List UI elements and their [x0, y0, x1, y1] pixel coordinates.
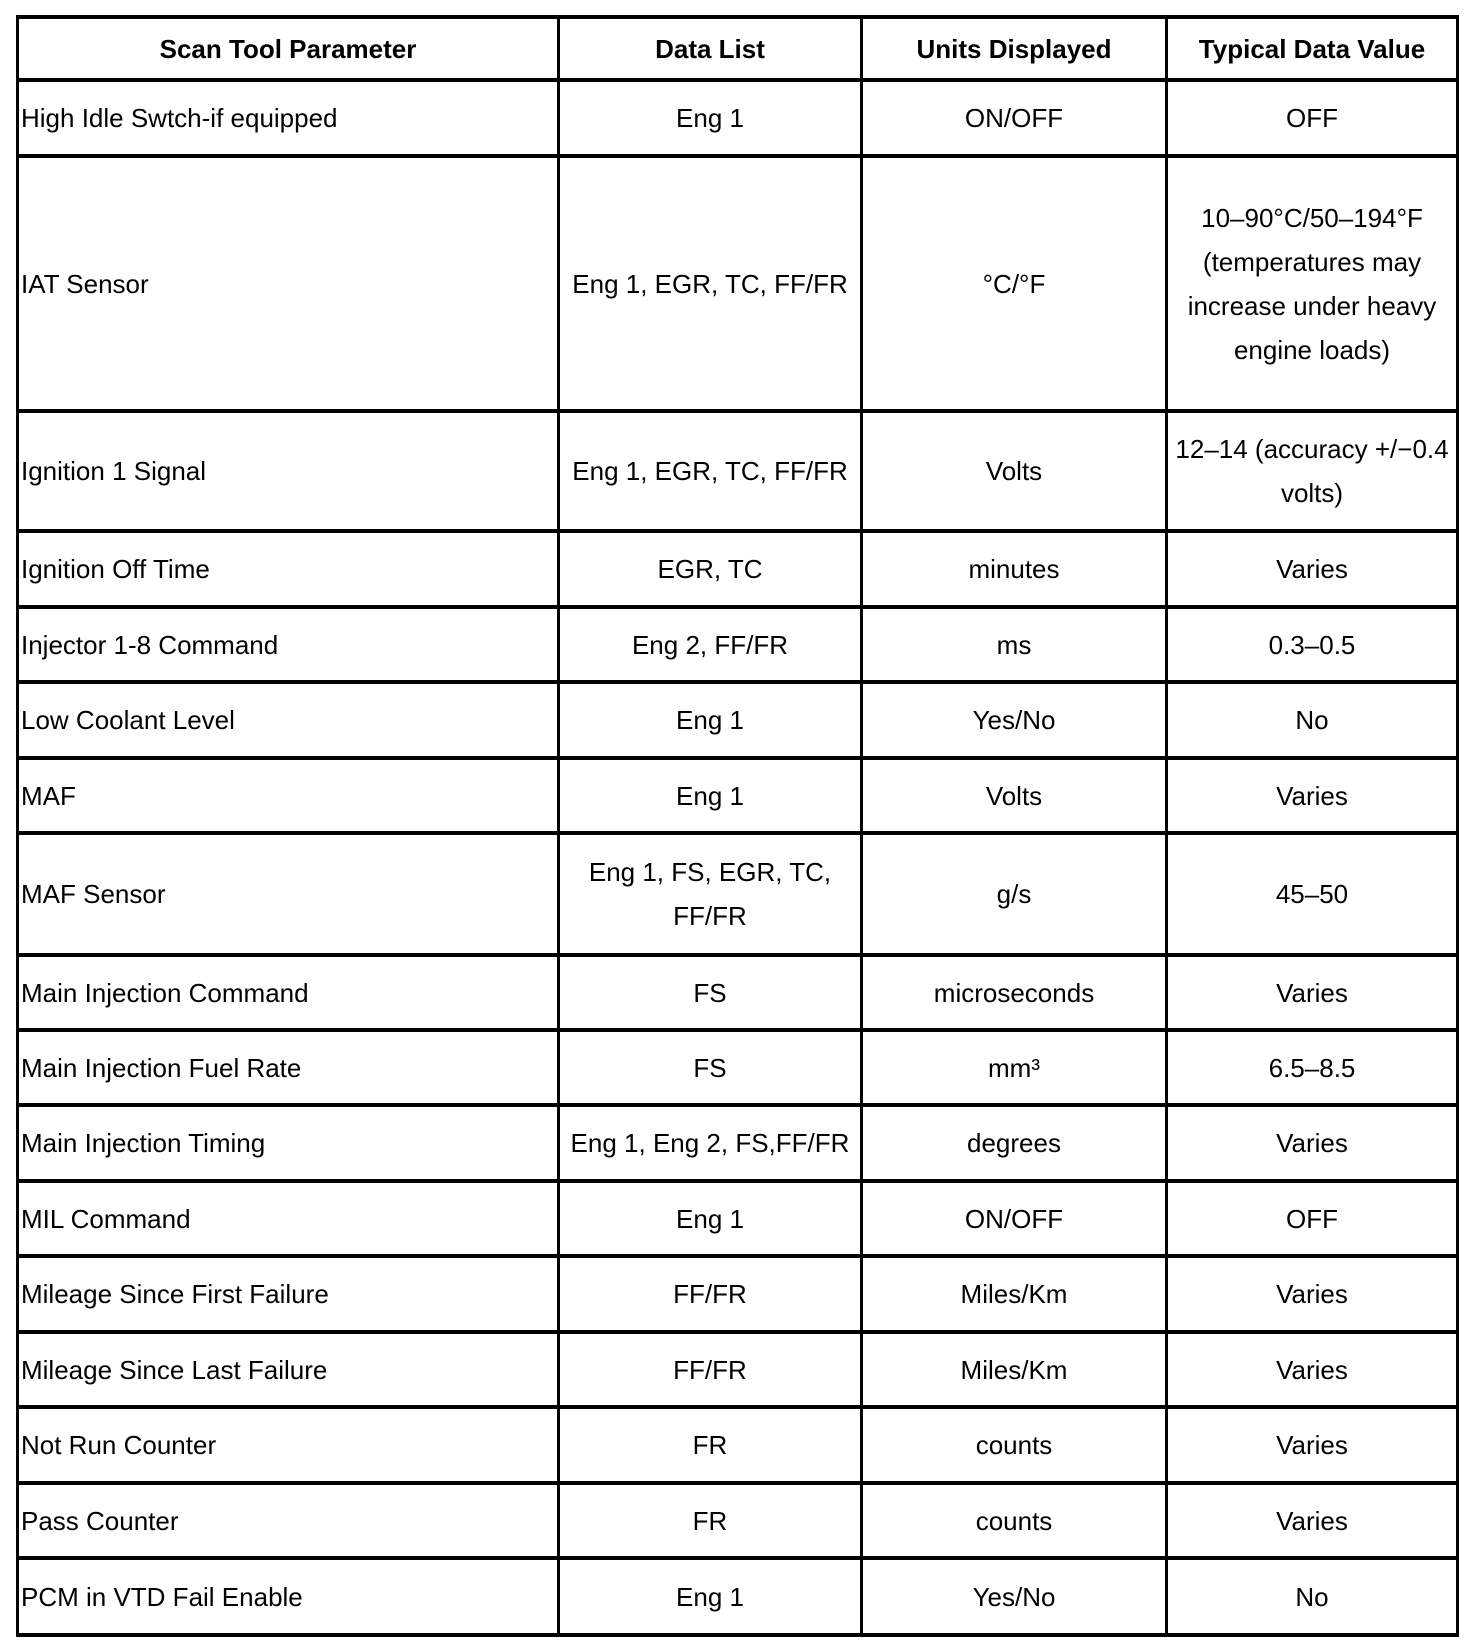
cell-text: Eng 1, Eng 2, FS,FF/FR — [570, 1128, 850, 1158]
cell-text: FR — [692, 1430, 728, 1460]
cell-units — [862, 955, 1167, 1030]
cell-typical — [1167, 607, 1458, 682]
cell-units — [862, 758, 1167, 833]
cell-text: ms — [996, 629, 1032, 660]
cell-text: mm³ — [988, 1052, 1040, 1083]
cell-units — [862, 1181, 1167, 1256]
cell-text: Not Run Counter — [21, 1430, 217, 1460]
table-row — [18, 1256, 1458, 1332]
table-row — [18, 955, 1458, 1030]
cell-text: counts — [975, 1430, 1053, 1460]
cell-data-list — [559, 411, 862, 531]
cell-text: IAT Sensor — [21, 268, 149, 299]
cell-typical — [1167, 1030, 1458, 1105]
cell-typical — [1167, 1181, 1458, 1256]
column-header-data-list: Data List — [559, 17, 862, 80]
cell-text: 0.3–0.5 — [1268, 629, 1356, 660]
table-row — [18, 1105, 1458, 1181]
cell-text: Varies — [1276, 554, 1348, 584]
cell-text: degrees — [967, 1128, 1061, 1158]
cell-units — [862, 80, 1167, 156]
cell-text: Eng 1 — [676, 705, 744, 735]
cell-typical — [1167, 833, 1458, 955]
cell-text: Volts — [985, 456, 1043, 486]
cell-text: Varies — [1276, 1279, 1348, 1309]
table-row — [18, 80, 1458, 156]
table-row — [18, 833, 1458, 955]
cell-parameter — [18, 80, 559, 156]
cell-units — [862, 1407, 1167, 1483]
cell-text: Miles/Km — [960, 1354, 1068, 1385]
cell-text: Main Injection Timing — [21, 1128, 266, 1158]
cell-text: Low Coolant Level — [21, 705, 235, 735]
cell-text: No — [1295, 705, 1329, 735]
header-row — [18, 17, 1458, 80]
cell-text: Eng 1 — [676, 103, 744, 133]
column-header-units: Units Displayed — [862, 17, 1167, 80]
cell-typical — [1167, 955, 1458, 1030]
cell-text: MAF Sensor — [21, 879, 166, 909]
cell-text: 45–50 — [1275, 879, 1349, 909]
cell-text: g/s — [996, 879, 1032, 909]
table-row — [18, 531, 1458, 607]
cell-typical — [1167, 80, 1458, 156]
cell-text: MIL Command — [21, 1203, 191, 1234]
cell-units — [862, 531, 1167, 607]
cell-text: Mileage Since First Failure — [21, 1279, 329, 1309]
cell-text: Ignition 1 Signal — [21, 456, 207, 486]
cell-text: Varies — [1276, 977, 1348, 1008]
cell-text: Eng 1, FS, EGR, TC, FF/FR — [588, 857, 832, 931]
cell-text: counts — [975, 1505, 1053, 1536]
table-row — [18, 1483, 1458, 1558]
table-row — [18, 1558, 1458, 1635]
table-row — [18, 411, 1458, 531]
cell-text: Mileage Since Last Failure — [21, 1354, 328, 1385]
cell-data-list — [559, 156, 862, 411]
cell-data-list — [559, 1483, 862, 1558]
cell-data-list — [559, 1332, 862, 1407]
cell-text: ON/OFF — [964, 1203, 1064, 1234]
cell-parameter — [18, 156, 559, 411]
cell-text: Eng 1 — [676, 1203, 744, 1234]
cell-typical — [1167, 531, 1458, 607]
cell-text: 12–14 (accuracy +/−0.4 volts) — [1175, 434, 1449, 508]
cell-units — [862, 1256, 1167, 1332]
cell-units — [862, 156, 1167, 411]
cell-parameter — [18, 411, 559, 531]
cell-text: Varies — [1276, 1505, 1348, 1536]
cell-text: °C/°F — [982, 268, 1046, 299]
cell-text: Eng 1 — [676, 1581, 744, 1612]
cell-units — [862, 1558, 1167, 1635]
cell-text: Varies — [1276, 1430, 1348, 1460]
cell-data-list — [559, 1558, 862, 1635]
cell-text: 10–90°C/50–194°F (temperatures may increase under heavy engine loads) — [1187, 202, 1437, 365]
cell-parameter — [18, 607, 559, 682]
cell-typical — [1167, 411, 1458, 531]
cell-units — [862, 1483, 1167, 1558]
scan-tool-parameter-table — [16, 15, 1459, 1637]
table-row — [18, 156, 1458, 411]
cell-text: FS — [693, 977, 727, 1008]
cell-text: FS — [693, 1052, 727, 1083]
table-row — [18, 607, 1458, 682]
cell-data-list — [559, 758, 862, 833]
cell-parameter — [18, 1558, 559, 1635]
cell-parameter — [18, 531, 559, 607]
cell-text: ON/OFF — [964, 103, 1064, 133]
cell-data-list — [559, 833, 862, 955]
cell-units — [862, 411, 1167, 531]
cell-text: FR — [692, 1505, 728, 1536]
cell-text: FF/FR — [673, 1279, 747, 1309]
cell-parameter — [18, 758, 559, 833]
cell-text: Eng 1, EGR, TC, FF/FR — [572, 456, 848, 486]
cell-parameter — [18, 833, 559, 955]
column-header-typical-value: Typical Data Value — [1167, 17, 1458, 80]
cell-typical — [1167, 1483, 1458, 1558]
cell-typical — [1167, 1256, 1458, 1332]
cell-data-list — [559, 1181, 862, 1256]
table-row — [18, 1030, 1458, 1105]
cell-parameter — [18, 1407, 559, 1483]
cell-units — [862, 607, 1167, 682]
cell-text: Varies — [1276, 780, 1348, 811]
cell-text: Eng 1, EGR, TC, FF/FR — [572, 268, 848, 299]
cell-parameter — [18, 955, 559, 1030]
cell-text: Miles/Km — [960, 1279, 1068, 1309]
cell-text: Main Injection Fuel Rate — [21, 1052, 302, 1083]
cell-text: Varies — [1276, 1354, 1348, 1385]
cell-units — [862, 1332, 1167, 1407]
cell-data-list — [559, 531, 862, 607]
cell-data-list — [559, 955, 862, 1030]
cell-units — [862, 833, 1167, 955]
cell-units — [862, 1105, 1167, 1181]
cell-text: EGR, TC — [657, 554, 763, 584]
cell-text: Pass Counter — [21, 1505, 179, 1536]
cell-text: FF/FR — [673, 1354, 747, 1385]
table-row — [18, 1407, 1458, 1483]
column-header-parameter: Scan Tool Parameter — [18, 17, 559, 80]
cell-text: Eng 2, FF/FR — [631, 629, 789, 660]
cell-data-list — [559, 1256, 862, 1332]
cell-text: PCM in VTD Fail Enable — [21, 1581, 303, 1612]
cell-text: 6.5–8.5 — [1268, 1052, 1356, 1083]
cell-typical — [1167, 682, 1458, 758]
cell-parameter — [18, 1332, 559, 1407]
cell-parameter — [18, 1483, 559, 1558]
cell-text: Yes/No — [972, 1581, 1056, 1612]
cell-text: OFF — [1286, 1203, 1338, 1234]
cell-typical — [1167, 1407, 1458, 1483]
cell-text: Ignition Off Time — [21, 554, 210, 584]
cell-text: microseconds — [933, 977, 1095, 1008]
cell-typical — [1167, 1105, 1458, 1181]
cell-data-list — [559, 1030, 862, 1105]
cell-parameter — [18, 1181, 559, 1256]
table-row — [18, 1332, 1458, 1407]
cell-parameter — [18, 1105, 559, 1181]
table-row — [18, 682, 1458, 758]
cell-data-list — [559, 80, 862, 156]
cell-data-list — [559, 1407, 862, 1483]
cell-parameter — [18, 1256, 559, 1332]
cell-text: High Idle Swtch-if equipped — [21, 103, 338, 133]
cell-text: Volts — [985, 780, 1043, 811]
cell-typical — [1167, 758, 1458, 833]
cell-units — [862, 1030, 1167, 1105]
cell-text: OFF — [1286, 103, 1338, 133]
cell-text: MAF — [21, 780, 76, 811]
cell-typical — [1167, 1558, 1458, 1635]
cell-text: Injector 1-8 Command — [21, 629, 279, 660]
cell-units — [862, 682, 1167, 758]
cell-text: No — [1295, 1581, 1329, 1612]
table-row — [18, 758, 1458, 833]
cell-text: Eng 1 — [676, 780, 744, 811]
cell-data-list — [559, 682, 862, 758]
cell-data-list — [559, 1105, 862, 1181]
cell-text: Varies — [1276, 1128, 1348, 1158]
cell-data-list — [559, 607, 862, 682]
cell-parameter — [18, 1030, 559, 1105]
cell-text: Yes/No — [972, 705, 1056, 735]
cell-text: minutes — [968, 554, 1060, 584]
cell-parameter — [18, 682, 559, 758]
cell-typical — [1167, 1332, 1458, 1407]
cell-typical — [1167, 156, 1458, 411]
table-row — [18, 1181, 1458, 1256]
cell-text: Main Injection Command — [21, 977, 309, 1008]
